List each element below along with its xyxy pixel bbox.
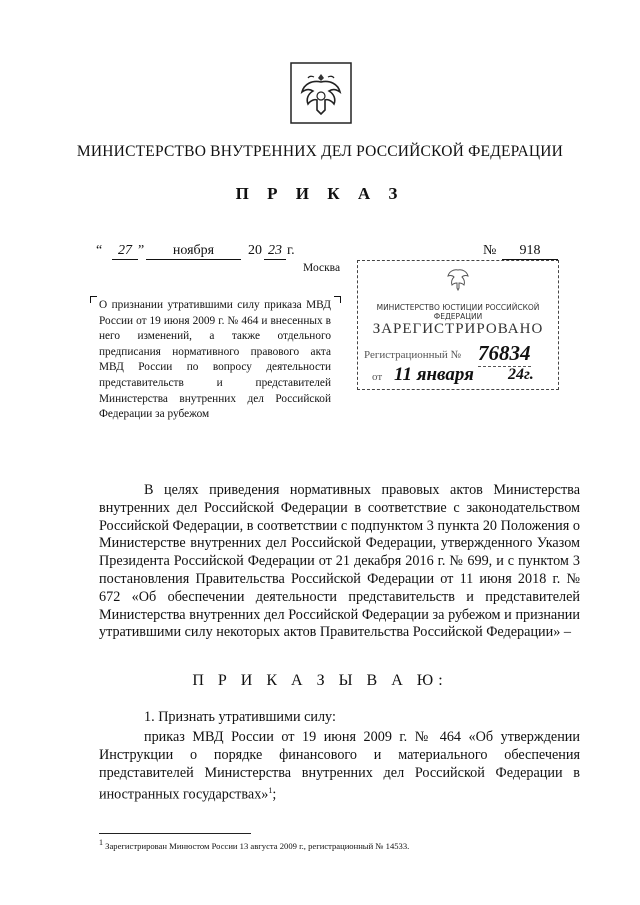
- ministry-name: МИНИСТЕРСТВО ВНУТРЕННИХ ДЕЛ РОССИЙСКОЙ ФЕДЕРАЦИИ: [76, 143, 564, 160]
- stamp-from-label: от: [372, 371, 383, 383]
- footnote-mark: 1: [99, 838, 103, 847]
- stamp-reg-number: 76834: [478, 341, 531, 365]
- stamp-emblem-icon: [444, 265, 472, 293]
- stamp-registered-label: ЗАРЕГИСТРИРОВАНО: [372, 321, 544, 337]
- city-label: Москва: [303, 262, 341, 274]
- item-1-text: приказ МВД России от 19 июня 2009 г. № 464 «Об утверждении Инструкции о порядке финансового и материального обеспечения представителей Министерства внутренних дел Российской Федерации в иностранных государствах»: [99, 729, 580, 804]
- item-1-end: ;: [272, 787, 277, 804]
- stamp-reg-year: 24г.: [508, 366, 534, 383]
- subject-bracket-right: [334, 296, 341, 303]
- document-type-title: П Р И К А З: [235, 184, 405, 203]
- date-month: ноября: [146, 243, 241, 260]
- footnote: [99, 838, 409, 851]
- date-year-tail: г.: [287, 243, 295, 258]
- stamp-reg-date: 11 января: [394, 364, 474, 385]
- item-1-paragraph: [99, 729, 580, 805]
- subject-heading: О признании утратившими силу приказа МВД России от 19 июня 2009 г. № 464 и внесенных в него изменений, а также отдельного предписания нормативного правового акта МВД России по вопросу деятельности представительств и представителей Министерства внутренних дел Российской Федерации за рубежом: [99, 299, 331, 421]
- date-close-quote: ”: [138, 243, 145, 258]
- order-heading: П Р И К А З Ы В А Ю:: [192, 672, 448, 689]
- date-year-prefix: 20: [248, 243, 262, 258]
- registration-stamp: [357, 260, 559, 390]
- date-year-suffix: 23: [264, 243, 286, 260]
- footnote-divider: [99, 833, 251, 834]
- number-label: №: [483, 243, 497, 258]
- stamp-ministry-line: МИНИСТЕРСТВО ЮСТИЦИИ РОССИЙСКОЙ ФЕДЕРАЦИИ: [376, 303, 540, 321]
- subject-bracket-left: [90, 296, 97, 303]
- state-emblem-icon: [290, 62, 352, 124]
- item-1-heading: 1. Признать утратившими силу:: [144, 709, 336, 725]
- date-day: 27: [112, 243, 138, 260]
- stamp-reg-label: Регистрационный №: [364, 349, 462, 361]
- document-number: 918: [502, 243, 558, 260]
- footnote-text: Зарегистрирован Минюстом России 13 августа 2009 г., регистрационный № 14533.: [105, 840, 410, 851]
- preamble-paragraph: В целях приведения нормативных правовых актов Министерства внутренних дел Российской Федерации в соответствие с законодательством Российской Федерации, в соответствии с подпунктом 3 пункта 20 Положения о Министерстве внутренних дел Российской Федерации, утвержденного Указом Президента Российской Федерации от 21 декабря 2016 г. № 699, и с пунктом 3 постановления Правительства Российской Федерации от 11 июня 2018 г. № 672 «Об обеспечении деятельности представительств и представителей Министерства внутренних дел Российской Федерации за рубежом и признании утратившими силу некоторых актов Правительства Российской Федерации» –: [99, 482, 580, 641]
- date-open-quote: “: [96, 243, 103, 258]
- item-1-footnote-ref: 1: [268, 786, 273, 796]
